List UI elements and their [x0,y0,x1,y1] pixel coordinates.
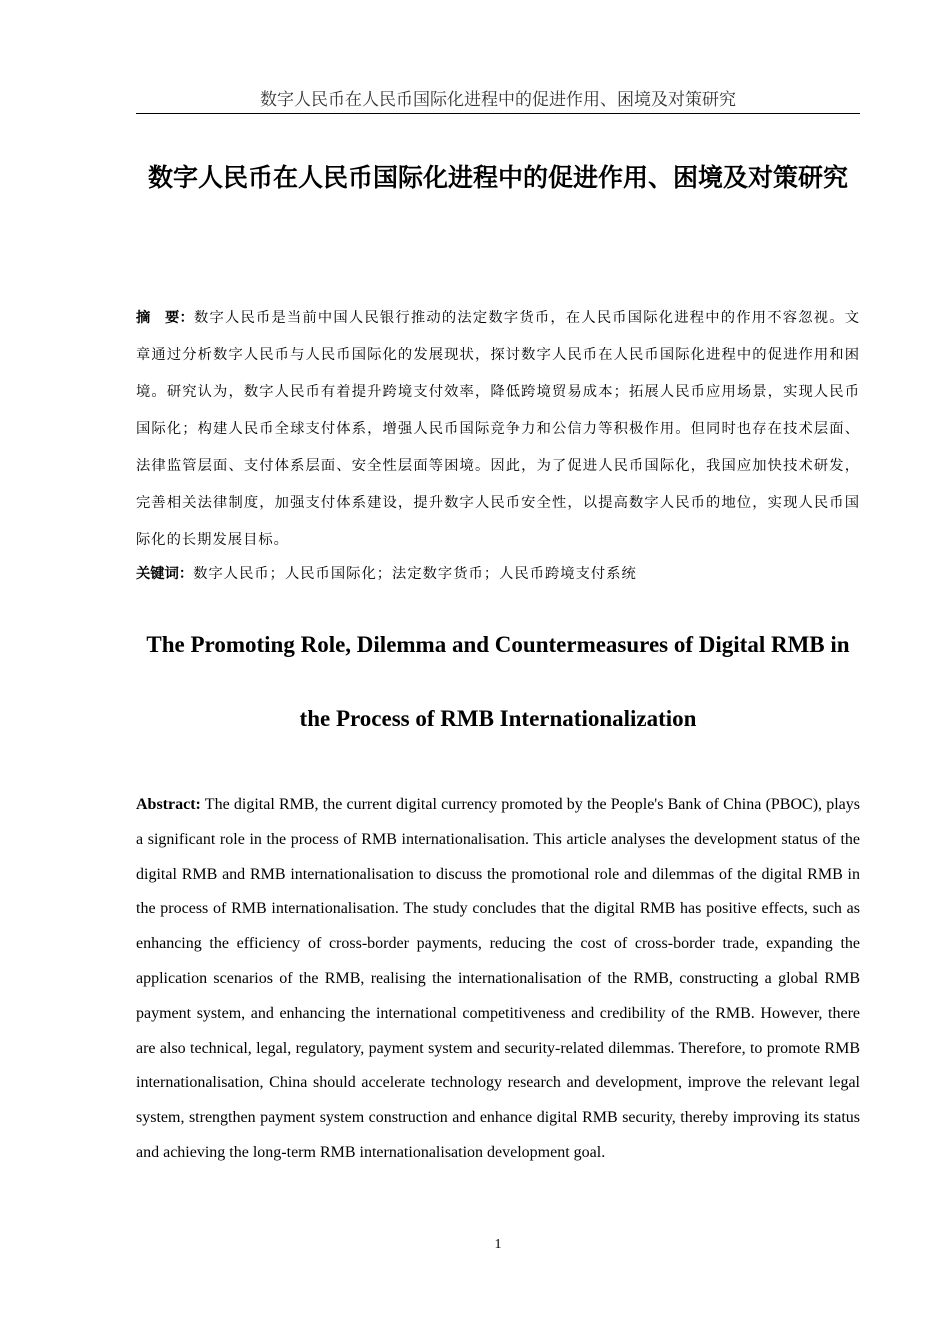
chinese-abstract-label: 摘 要： [136,310,194,326]
english-abstract-label: Abstract: [136,796,201,813]
english-abstract-text: The digital RMB, the current digital currency promoted by the People's Bank of China (PBOC), plays a significant role in the process of RMB internationalisation. This article analyses the development status of the digital RMB and RMB internationalisation to discuss the promotional role and dilemmas of the digital RMB in the process of RMB internationalisation. The study concludes that the digital RMB has positive effects, such as enhancing the efficiency of cross-border payments, reducing the cost of cross-border trade, expanding the application scenarios of the RMB, realising the internationalisation of the RMB, constructing a global RMB payment system, and enhancing the international competitiveness and credibility of the RMB. However, there are also technical, legal, regulatory, payment system and security-related dilemmas. Therefore, to promote RMB internationalisation, China should accelerate technology research and development, improve the relevant legal system, strengthen payment system construction and enhance digital RMB security, thereby improving its status and achieving the long-term RMB internationalisation development goal. [136,796,860,1161]
running-header: 数字人民币在人民币国际化进程中的促进作用、困境及对策研究 [136,88,860,114]
chinese-abstract [136,300,860,559]
chinese-keywords-text: 数字人民币；人民币国际化；法定数字货币；人民币跨境支付系统 [193,566,637,582]
english-title: The Promoting Role, Dilemma and Countermeasures of Digital RMB in the Process of RMB Internationalization [146,632,850,731]
chinese-title: 数字人民币在人民币国际化进程中的促进作用、困境及对策研究 [147,163,848,192]
chinese-keywords-label: 关键词： [136,566,194,582]
english-abstract [136,788,860,1171]
chinese-keywords [136,560,860,588]
chinese-abstract-text: 数字人民币是当前中国人民银行推动的法定数字货币，在人民币国际化进程中的作用不容忽视。文章通过分析数字人民币与人民币国际化的发展现状，探讨数字人民币在人民币国际化进程中的促进作用和困境。研究认为，数字人民币有着提升跨境支付效率，降低跨境贸易成本；拓展人民币应用场景，实现人民币国际化；构建人民币全球支付体系，增强人民币国际竞争力和公信力等积极作用。但同时也存在技术层面、法律监管层面、支付体系层面、安全性层面等困境。因此，为了促进人民币国际化，我国应加快技术研发，完善相关法律制度，加强支付体系建设，提升数字人民币安全性，以提高数字人民币的地位，实现人民币国际化的长期发展目标。 [136,310,861,548]
page-number: 1 [494,1237,502,1252]
